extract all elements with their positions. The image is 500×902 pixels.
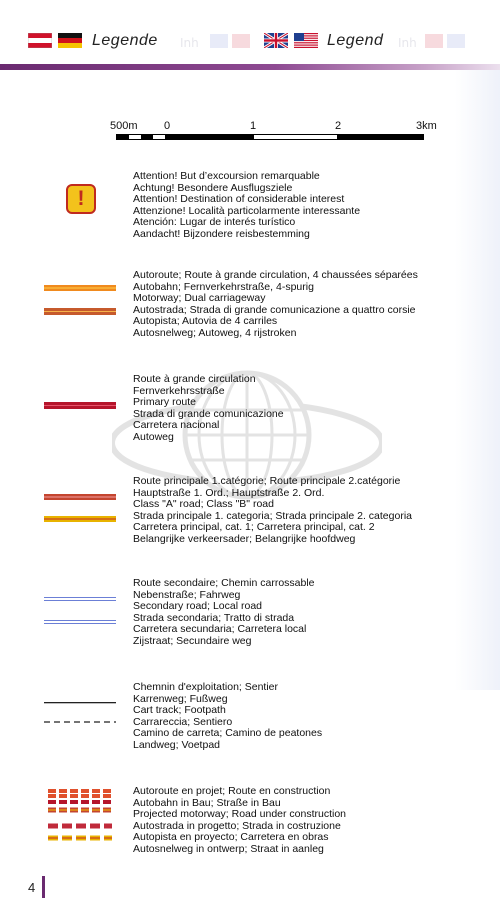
legend-text-line: Fernverkehrsstraße <box>133 384 225 397</box>
legend-text-line: Autostrada in progetto; Strada in costruzione <box>133 819 341 832</box>
legend-text-line: Route à grande circulation <box>133 373 256 385</box>
scale-segment <box>116 134 167 140</box>
page-number: 4 <box>28 880 36 895</box>
map-scale-bar <box>108 120 448 150</box>
legend-text-line: Primary route <box>133 396 197 409</box>
faded-background-page <box>455 70 500 690</box>
legend-text-line: Karrenweg; Fußweg <box>133 692 228 705</box>
legend-text-line: Attention! But d’excoursion remarquable <box>133 170 320 182</box>
legend-text-line: Projected motorway; Road under construction <box>133 808 347 821</box>
legend-entry-secondary-road <box>133 578 315 648</box>
scale-label: 0 <box>164 120 171 132</box>
legend-text-line: Zijstraat; Secundaire weg <box>133 634 252 647</box>
legend-text-line: Atención: Lugar de interés turístico <box>133 216 296 229</box>
legend-text-line: Carretera secundaria; Carretera local <box>133 623 307 636</box>
legend-text-line: Camino de carreta; Camino de peatones <box>133 727 323 740</box>
legend-text-line: Attenzione! Località particolarmente interessante <box>133 204 361 217</box>
faded-flag-icon <box>425 34 465 48</box>
legend-text-line: Aandacht! Bijzondere reisbestemming <box>133 227 310 240</box>
legend-title-german: Legende <box>92 32 158 49</box>
legend-text-line: Autoroute en projet; Route en construction <box>133 785 331 797</box>
faded-background-text: Inh <box>180 36 199 50</box>
legend-text-line: Achtung! Besondere Ausflugsziele <box>133 181 293 194</box>
legend-entry-primary-route <box>133 374 284 444</box>
page-header <box>0 0 500 70</box>
legend-text-line: Cart track; Footpath <box>133 704 226 717</box>
legend-text-line: Secondary road; Local road <box>133 600 262 613</box>
legend-text-line: Autobahn in Bau; Straße in Bau <box>133 796 281 809</box>
legend-text-line: Landweg; Voetpad <box>133 738 220 751</box>
usa-flag-icon <box>294 33 318 48</box>
legend-entry-attention <box>133 171 360 241</box>
legend-text-line: Strada secondaria; Tratto di strada <box>133 611 295 624</box>
legend-text-line: Autoroute; Route à grande circulation, 4 chaussées séparées <box>133 269 418 281</box>
legend-text-line: Autosnelweg; Autoweg, 4 rijstroken <box>133 326 297 339</box>
legend-text-line: Attention! Destination of considerable interest <box>133 193 345 206</box>
track-footpath-symbol <box>44 700 116 726</box>
legend-entry-track <box>133 682 322 752</box>
primary-route-symbol <box>44 401 116 411</box>
legend-text-line: Route principale 1.catégorie; Route principale 2.catégorie <box>133 475 401 487</box>
scale-label: 500m <box>110 120 138 132</box>
legend-text-line: Autoweg <box>133 430 174 443</box>
scale-segment <box>167 134 253 140</box>
page-marker-bar <box>42 876 45 898</box>
legend-text-line: Strada di grande comunicazione <box>133 407 284 420</box>
legend-text-line: Carretera principal, cat. 1; Carretera principal, cat. 2 <box>133 521 375 534</box>
legend-text-line: Chemnin d'exploitation; Sentier <box>133 681 279 693</box>
main-road-symbol <box>44 493 116 525</box>
uk-flag-icon <box>264 33 288 48</box>
legend-text-line: Strada principale 1. categoria; Strada principale 2. categoria <box>133 509 412 522</box>
legend-entry-motorway <box>133 270 418 340</box>
legend-text-line: Autosnelweg in ontwerp; Straat in aanleg <box>133 842 324 855</box>
scale-label: 2 <box>335 120 342 132</box>
legend-text-line: Hauptstraße 1. Ord.; Hauptstraße 2. Ord. <box>133 486 325 499</box>
germany-flag-icon <box>58 33 82 48</box>
legend-text-line: Autopista; Autovia de 4 carriles <box>133 315 278 328</box>
legend-text-line: Class "A" road; Class "B" road <box>133 498 274 511</box>
scale-segment <box>253 134 338 140</box>
scale-label: 3km <box>416 120 437 132</box>
scale-segment <box>338 134 424 140</box>
legend-text-line: Autostrada; Strada di grande comunicazione a quattro corsie <box>133 303 416 316</box>
header-rule <box>0 64 500 70</box>
legend-text-line: Belangrijke verkeersader; Belangrijke hoofdweg <box>133 532 356 545</box>
austria-flag-icon <box>28 33 52 48</box>
scale-label: 1 <box>250 120 257 132</box>
faded-flag-icon <box>210 34 250 48</box>
legend-entry-construction <box>133 786 346 856</box>
legend-text-line: Carrareccia; Sentiero <box>133 715 233 728</box>
legend-title-english: Legend <box>327 32 384 49</box>
legend-text-line: Motorway; Dual carriageway <box>133 292 266 305</box>
legend-text-line: Carretera nacional <box>133 419 220 432</box>
attention-icon: ! <box>66 184 96 214</box>
construction-road-symbol <box>44 788 116 846</box>
motorway-symbol <box>44 284 116 318</box>
legend-entry-main-road <box>133 476 412 546</box>
secondary-road-symbol <box>44 596 116 626</box>
legend-text-line: Nebenstraße; Fahrweg <box>133 588 241 601</box>
legend-text-line: Autopista en proyecto; Carretera en obras <box>133 831 329 844</box>
faded-background-text: Inh <box>398 36 417 50</box>
legend-text-line: Route secondaire; Chemin carrossable <box>133 577 315 589</box>
legend-text-line: Autobahn; Fernverkehrstraße, 4-spurig <box>133 280 314 293</box>
